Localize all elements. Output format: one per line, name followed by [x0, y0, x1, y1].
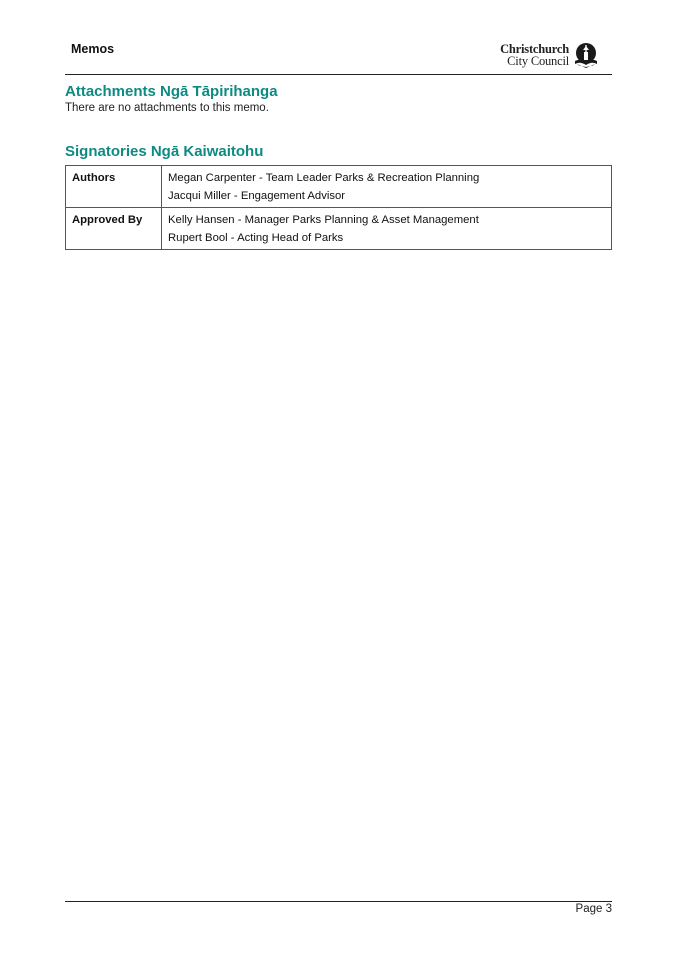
attachments-text: There are no attachments to this memo.	[65, 102, 269, 114]
page-footer	[65, 901, 612, 915]
names-cell	[162, 208, 612, 250]
signatory-name: Kelly Hansen - Manager Parks Planning & Asset Management	[168, 214, 479, 226]
council-logo	[489, 42, 599, 68]
page-number: Page 3	[575, 903, 612, 915]
header-label: Memos	[71, 42, 115, 56]
logo-text-line2: City Council	[507, 54, 569, 68]
role-cell: Authors	[66, 166, 162, 208]
role-cell: Approved By	[66, 208, 162, 250]
signatory-name: Megan Carpenter - Team Leader Parks & Recreation Planning	[168, 172, 480, 184]
signatory-name: Rupert Bool - Acting Head of Parks	[168, 232, 344, 244]
christchurch-cathedral-logo-icon	[573, 42, 599, 68]
table-row	[66, 208, 612, 250]
page-header	[65, 38, 612, 75]
signatory-name: Jacqui Miller - Engagement Advisor	[168, 190, 346, 202]
signatories-heading: Signatories Ngā Kaiwaitohu	[65, 143, 264, 160]
table-row	[66, 166, 612, 208]
signatories-table	[65, 165, 612, 250]
names-cell	[162, 166, 612, 208]
attachments-heading: Attachments Ngā Tāpirihanga	[65, 83, 278, 100]
logo-text-line1: Christchurch	[500, 42, 569, 56]
